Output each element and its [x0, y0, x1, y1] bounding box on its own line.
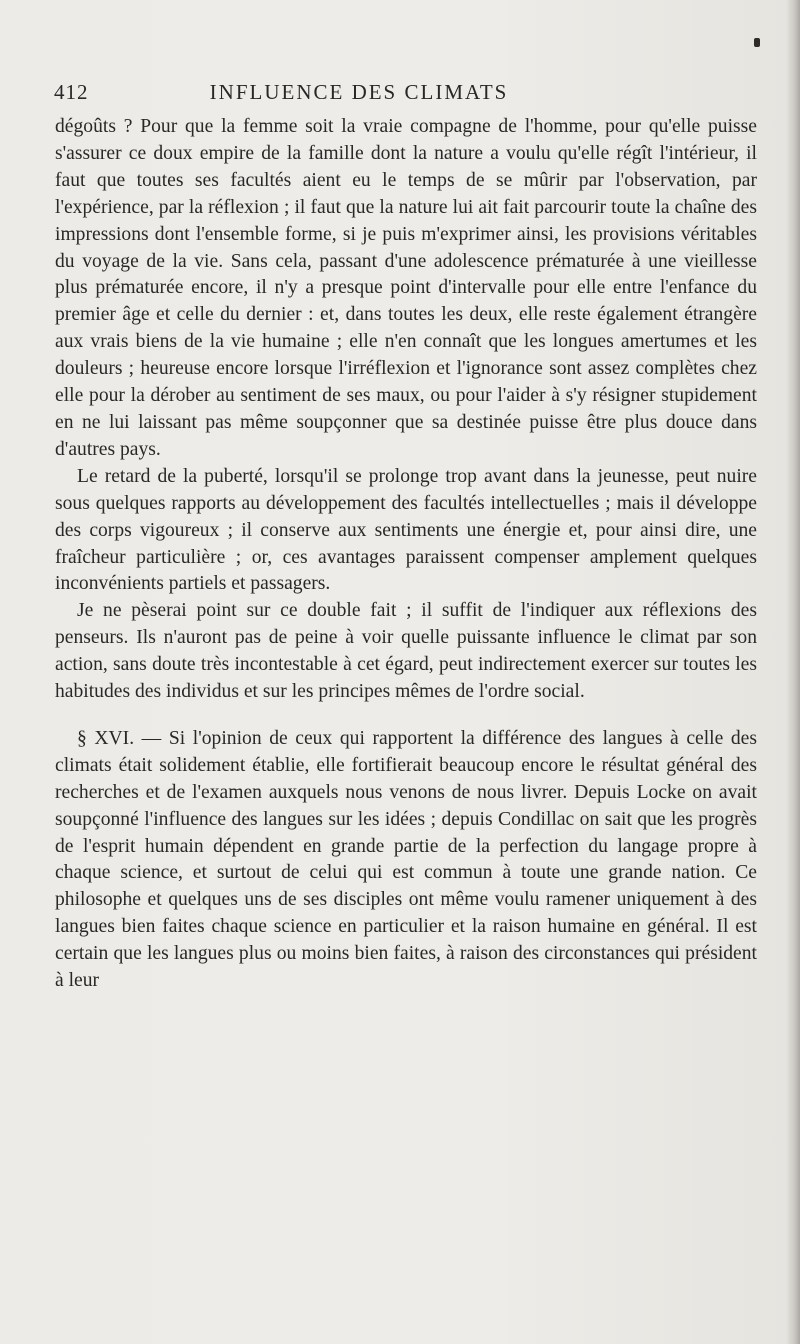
page-body	[55, 114, 757, 995]
running-head: INFLUENCE DES CLIMATS	[209, 80, 509, 104]
paragraph-continuation: dégoûts ? Pour que la femme soit la vraie compagne de l'homme, pour qu'elle puisse s'assurer ce doux empire de la famille dont la nature a voulu qu'elle régît l'intérieur, il faut que toutes ses facultés aient eu le temps de se mûrir par l'observation, par l'expérience, par la réflexion ; il faut que la nature lui ait fait parcourir toute la chaîne des impressions dont l'ensemble forme, si je puis m'exprimer ainsi, les provisions véritables du voyage de la vie. Sans cela, passant d'une adolescence prématurée à une vieillesse plus prématurée encore, il n'y a presque point d'intervalle pour elle entre l'enfance du premier âge et celle du dernier : et, dans toutes les deux, elle reste également étrangère aux vrais biens de la vie humaine ; elle n'en connaît que les longues amertumes et les douleurs ; heureuse encore lorsque l'irréflexion et l'ignorance sont assez complètes chez elle pour la dérober au sentiment de ses maux, ou pour l'aider à s'y résigner stupidement en ne lui laissant pas même soupçonner que sa destinée puisse être plus douce dans d'autres pays.	[55, 116, 757, 460]
page-header	[54, 80, 754, 110]
paragraph-section-xvi: § XVI. — Si l'opinion de ceux qui rapportent la différence des langues à celle des climats était solidement établie, elle fortifierait beaucoup encore le résultat général des recherches et de l'examen auxquels nous venons de nous livrer. Depuis Locke on avait soupçonné l'influence des langues sur les idées ; depuis Condillac on sait que les progrès de l'esprit humain dépendent en grande partie de la perfection du langage propre à chaque science, et surtout de celui qui est commun à toute une grande nation. Ce philosophe et quelques uns de ses disciples ont même voulu ramener uniquement à des langues bien faites chaque science en particulier et la raison humaine en général. Il est certain que les langues plus ou moins bien faites, à raison des circonstances qui président à leur	[55, 727, 757, 992]
page-number: 412	[54, 80, 89, 104]
ink-speck	[754, 38, 760, 47]
paragraph-puberty: Le retard de la puberté, lorsqu'il se prolonge trop avant dans la jeunesse, peut nuire sous quelques rapports au développement des facultés intellectuelles ; mais il développe des corps vigoureux ; il conserve aux sentiments une énergie et, pour ainsi dire, une fraîcheur particulière ; or, ces avantages paraissent compenser amplement quelques inconvénients partiels et passagers.	[55, 465, 757, 595]
paragraph-reflection: Je ne pèserai point sur ce double fait ; il suffit de l'indiquer aux réflexions des penseurs. Ils n'auront pas de peine à voir quelle puissante influence le climat par son action, sans doute très incontestable à cet égard, peut indirectement exercer sur toutes les habitudes des individus et sur les principes mêmes de l'ordre social.	[55, 600, 757, 703]
page-edge-shadow	[786, 0, 800, 1344]
